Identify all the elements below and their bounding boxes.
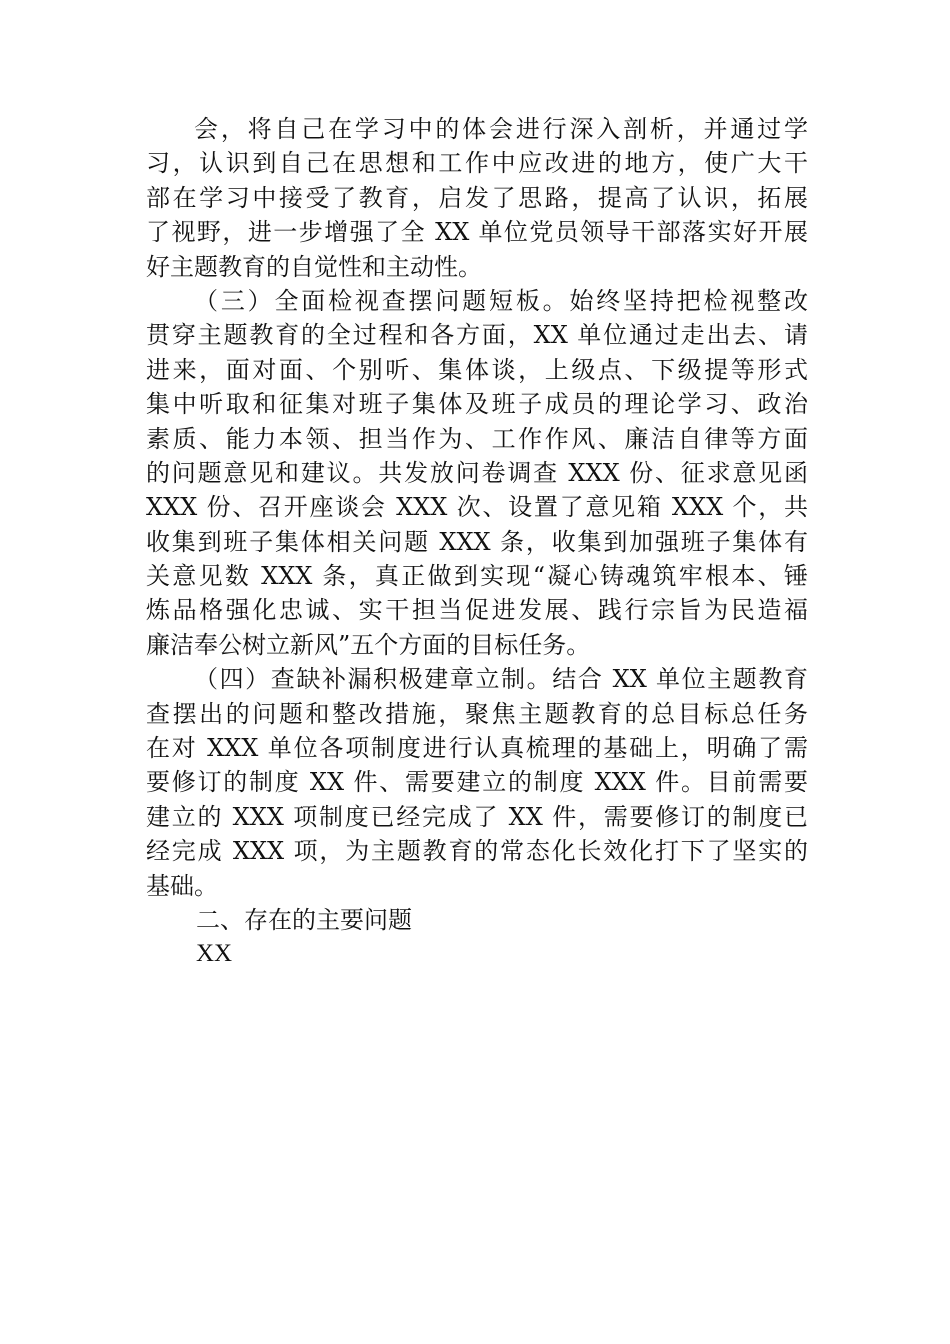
paragraph-inspection [146, 284, 808, 662]
text-line: 会，将自己在学习中的体会进行深入剖析，并通过学 [194, 115, 808, 143]
text-line: XXX 份、召开座谈会 XXX 次、设置了意见箱 XXX 个，共 [146, 493, 808, 522]
text-line: 进来，面对面、个别听、集体谈，上级点、下级提等形式 [146, 355, 808, 384]
text-line: 查摆出的问题和整改措施，聚焦主题教育的总目标总任务 [146, 699, 808, 728]
text-line: 部在学习中接受了教育，启发了思路，提高了认识，拓展 [146, 183, 808, 212]
text-line: 了视野，进一步增强了全 XX 单位党员领导干部落实好开展 [146, 218, 808, 247]
text-line: （三）全面检视查摆问题短板。始终坚持把检视整改 [194, 286, 808, 315]
text-line: 的问题意见和建议。共发放问卷调查 XXX 份、征求意见函 [146, 458, 808, 487]
text-line: 廉洁奉公树立新风”五个方面的目标任务。 [146, 630, 591, 659]
text-line: 收集到班子集体相关问题 XXX 条，收集到加强班子集体有 [146, 527, 808, 556]
text-line: 习，认识到自己在思想和工作中应改进的地方，使广大干 [146, 149, 808, 178]
text-line: 好主题教育的自觉性和主动性。 [146, 252, 482, 281]
section-heading: 二、存在的主要问题 [196, 905, 412, 934]
text-line: 基础。 [146, 871, 218, 900]
paragraph-continuation [146, 112, 808, 284]
text-line: 贯穿主题教育的全过程和各方面，XX 单位通过走出去、请 [146, 321, 808, 350]
text-line: 经完成 XXX 项，为主题教育的常态化长效化打下了坚实的 [146, 837, 808, 866]
document-body [146, 112, 808, 972]
text-line: 建立的 XXX 项制度已经完成了 XX 件，需要修订的制度已 [146, 802, 808, 831]
text-line: 要修订的制度 XX 件、需要建立的制度 XXX 件。目前需要 [146, 768, 808, 797]
text-line: （四）查缺补漏积极建章立制。结合 XX 单位主题教育 [194, 665, 808, 694]
text-line: 素质、能力本领、担当作为、工作作风、廉洁自律等方面 [146, 424, 808, 453]
text-line: 集中听取和征集对班子集体及班子成员的理论学习、政治 [146, 390, 808, 419]
text-line: 炼品格强化忠诚、实干担当促进发展、践行宗旨为民造福 [146, 596, 808, 625]
text-line: 关意见数 XXX 条，真正做到实现“凝心铸魂筑牢根本、锤 [146, 562, 808, 591]
text-line: 在对 XXX 单位各项制度进行认真梳理的基础上，明确了需 [146, 734, 808, 763]
paragraph-regulations [146, 662, 808, 903]
section-body-text: XX [196, 940, 233, 968]
